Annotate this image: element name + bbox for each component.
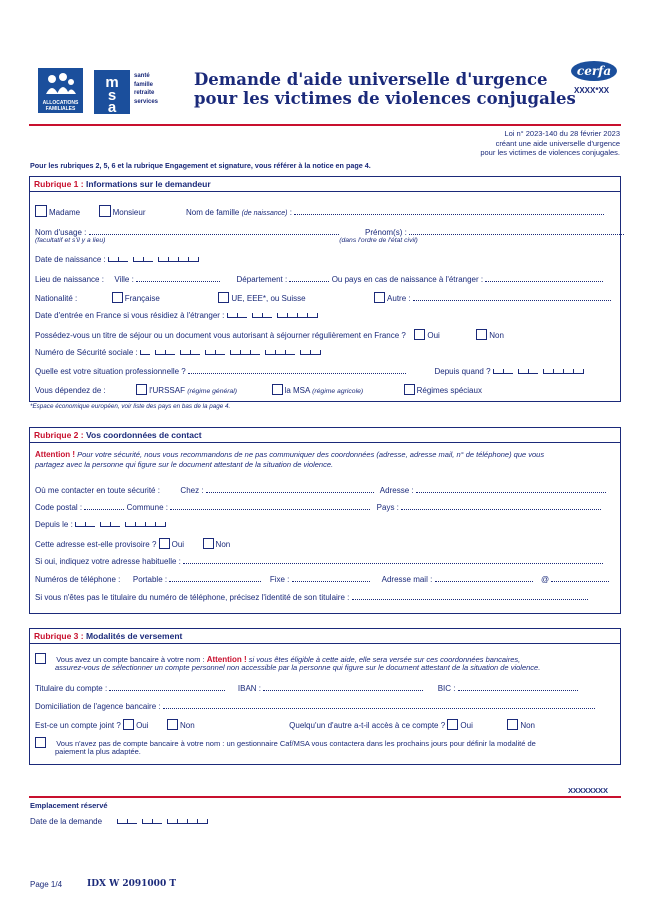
rubrique-2-header	[30, 428, 620, 443]
rubrique-title: Modalités de versement	[85, 631, 183, 641]
telephone-row	[35, 574, 609, 584]
situation-row	[35, 366, 584, 376]
svg-text:s: s	[107, 87, 117, 104]
msa-label: la MSA	[284, 386, 310, 395]
page-number: Page 1/4	[30, 880, 63, 889]
form-title	[194, 70, 576, 108]
titulaire-tel-label: Si vous n'êtes pas le titulaire du numéro de téléphone, précisez l'identité de son titulaire :	[35, 593, 350, 602]
code-postal-field[interactable]	[84, 502, 124, 510]
monsieur-checkbox[interactable]	[99, 205, 111, 217]
bic-label: BIC :	[437, 684, 456, 693]
habituelle-label: Si oui, indiquez votre adresse habituelle :	[35, 557, 181, 566]
joint-label: Est-ce un compte joint ?	[35, 721, 121, 730]
ue-checkbox[interactable]	[218, 292, 229, 303]
mail-field-domain[interactable]	[551, 574, 609, 582]
non-label: Non	[215, 540, 231, 549]
portable-field[interactable]	[169, 574, 261, 582]
msa-note: (régime agricole)	[312, 388, 364, 395]
depuis-quand-field[interactable]	[493, 369, 584, 374]
titulaire-tel-row	[35, 592, 588, 602]
titre-sejour-row	[35, 329, 504, 340]
situation-field[interactable]	[188, 366, 406, 374]
code-postal-row	[35, 502, 601, 512]
dependez-label: Vous dépendez de :	[35, 386, 106, 395]
habituelle-row	[35, 556, 603, 566]
non-label: Non	[520, 721, 536, 730]
bic-field[interactable]	[458, 683, 578, 691]
secu-label: Numéro de Sécurité sociale :	[35, 348, 138, 357]
ville-field[interactable]	[136, 274, 220, 282]
titulaire-tel-field[interactable]	[352, 592, 588, 600]
nom-usage-row	[35, 227, 624, 237]
footer-rule	[29, 796, 621, 798]
iban-label: IBAN :	[237, 684, 262, 693]
provisoire-label: Cette adresse est-elle provisoire ?	[35, 540, 157, 549]
civilite-row: Madame Monsieur Nom de famille (de naissance) :	[35, 205, 604, 217]
joint-non-checkbox[interactable]	[167, 719, 178, 730]
attention-label: Attention !	[35, 450, 75, 459]
code-postal-label: Code postal :	[35, 503, 83, 512]
provisoire-oui-checkbox[interactable]	[159, 538, 170, 549]
non-label: Non	[489, 331, 504, 340]
rubrique-number: Rubrique 2 :	[34, 430, 84, 440]
cerfa-number: XXXX*XX	[574, 86, 610, 95]
iban-field[interactable]	[263, 683, 423, 691]
oui-label: Oui	[460, 721, 473, 730]
svg-text:m: m	[105, 74, 119, 91]
secu-field[interactable]	[140, 350, 321, 355]
law-line: Loi n° 2023-140 du 28 février 2023	[504, 129, 620, 138]
depuis-le-label: Depuis le :	[35, 520, 73, 529]
departement-label: Département :	[236, 275, 288, 284]
form-code: XXXXXXXX	[568, 786, 609, 795]
adresse-field[interactable]	[416, 485, 606, 493]
autre-nationalite-field[interactable]	[413, 293, 611, 301]
footnote: *Espace économique européen, voir liste des pays en bas de la page 4.	[30, 403, 231, 410]
attention-line1	[35, 450, 544, 459]
madame-label: Madame	[49, 208, 81, 217]
non-label: Non	[179, 721, 195, 730]
titre-sejour-non-checkbox[interactable]	[476, 329, 487, 340]
date-demande-field[interactable]	[117, 819, 208, 824]
depuis-quand-label: Depuis quand ?	[434, 367, 491, 376]
prenoms-field[interactable]	[409, 227, 624, 235]
nationalite-row	[35, 292, 611, 303]
rubrique-3-header	[30, 629, 620, 644]
urssaf-note: (régime général)	[187, 388, 238, 395]
telephone-label: Numéros de téléphone :	[35, 575, 121, 584]
acces-oui-checkbox[interactable]	[447, 719, 458, 730]
msa-checkbox[interactable]	[272, 384, 283, 395]
oui-label: Oui	[136, 721, 149, 730]
ou-contacter-label: Où me contacter en toute sécurité :	[35, 486, 160, 495]
lieu-naissance-row	[35, 274, 603, 284]
autre-nationalite-checkbox[interactable]	[374, 292, 385, 303]
msa-word: services	[134, 98, 159, 105]
msa-word: santé	[134, 73, 150, 79]
rubrique-2	[29, 427, 621, 614]
nationalite-label: Nationalité :	[35, 294, 78, 303]
rubrique-3	[29, 628, 621, 765]
regimes-speciaux-checkbox[interactable]	[404, 384, 415, 395]
domiciliation-row	[35, 701, 595, 711]
pays-etranger-label: Ou pays en cas de naissance à l'étranger :	[331, 275, 484, 284]
caf-logo	[38, 68, 83, 113]
nom-famille-field[interactable]	[294, 207, 604, 215]
commune-label: Commune :	[126, 503, 168, 512]
compte-attention-line2: assurez-vous de sélectionner un compte personnel non accessible par la personne qui figure sur le document attestant de la situation de violence.	[55, 663, 541, 672]
pays-etranger-field[interactable]	[485, 274, 603, 282]
mail-label: Adresse mail :	[381, 575, 433, 584]
pas-compte-checkbox[interactable]	[35, 737, 46, 748]
adresse-label: Adresse :	[379, 486, 414, 495]
law-line: pour les victimes de violences conjugales.	[480, 148, 620, 157]
titulaire-label: Titulaire du compte :	[35, 684, 108, 693]
rubrique-number: Rubrique 3 :	[34, 631, 84, 641]
oui-label: Oui	[427, 331, 440, 340]
rubrique-number: Rubrique 1 :	[34, 179, 84, 189]
chez-label: Chez :	[180, 486, 204, 495]
cerfa-logo: cerfa	[571, 61, 617, 81]
msa-word: retraite	[134, 90, 155, 96]
msa-word: famille	[134, 81, 154, 88]
rubrique-title: Vos coordonnées de contact	[85, 430, 202, 440]
nom-usage-field[interactable]	[89, 227, 339, 235]
departement-field[interactable]	[289, 274, 329, 282]
urssaf-checkbox[interactable]	[136, 384, 147, 395]
mail-field-user[interactable]	[435, 574, 533, 582]
pays-label: Pays :	[376, 503, 399, 512]
oui-label: Oui	[171, 540, 185, 549]
date-demande-row	[30, 817, 208, 826]
titulaire-row	[35, 683, 578, 693]
speciaux-label: Régimes spéciaux	[416, 386, 482, 395]
naissance-note: (de naissance)	[241, 210, 288, 217]
provisoire-non-checkbox[interactable]	[203, 538, 214, 549]
provisoire-row	[35, 538, 230, 549]
caf-emblem-icon	[38, 68, 83, 98]
dependez-row	[35, 384, 482, 395]
svg-text:a: a	[107, 99, 117, 114]
attention-line2: partagez avec la personne qui figure sur le document attestant de la situation de violence.	[35, 460, 334, 469]
form-title-line1: Demande d'aide universelle d'urgence	[194, 70, 548, 89]
form-title-line2: pour les victimes de violences conjugales	[194, 89, 576, 108]
contact-row	[35, 485, 606, 495]
header-rule	[29, 124, 621, 126]
date-naissance-field[interactable]	[108, 257, 199, 262]
law-line: créant une aide universelle d'urgence	[495, 138, 620, 148]
domiciliation-field[interactable]	[163, 701, 595, 709]
date-demande-label: Date de la demande	[30, 817, 103, 826]
prenoms-note: (dans l'ordre de l'état civil)	[339, 237, 418, 244]
nom-famille-label: Nom de famille	[185, 208, 240, 217]
nom-usage-note: (facultatif et s'il y a lieu)	[35, 237, 106, 244]
rubrique-title: Informations sur le demandeur	[85, 179, 211, 189]
attention-text: Pour votre sécurité, nous vous recommandons de ne pas communiquer des coordonnées (adresse, adresse mail, n° de téléphone) que vous	[77, 450, 545, 459]
pas-compte-line2: paiement la plus adaptée.	[55, 747, 141, 756]
emplacement-label: Emplacement réservé	[30, 801, 108, 810]
commune-field[interactable]	[170, 502, 370, 510]
depuis-le-row	[35, 520, 166, 529]
rubrique-1	[29, 176, 621, 402]
date-entree-label: Date d'entrée en France si vous résidiez à l'étranger :	[35, 311, 225, 320]
nom-usage-notes	[35, 237, 418, 244]
francaise-checkbox[interactable]	[112, 292, 123, 303]
secu-row	[35, 348, 321, 357]
date-entree-row	[35, 311, 318, 320]
msa-words	[134, 72, 158, 106]
autre-label: Autre :	[387, 294, 411, 303]
rubrique-1-header	[30, 177, 620, 192]
attention-label: Attention !	[206, 655, 247, 664]
joint-row	[35, 719, 535, 730]
nom-usage-label: Nom d'usage :	[35, 228, 87, 237]
idx-code: IDX W 2091000 T	[87, 879, 177, 889]
monsieur-label: Monsieur	[112, 208, 146, 217]
law-reference	[480, 129, 620, 158]
compte-bancaire-checkbox[interactable]	[35, 653, 46, 664]
ue-label: UE, EEE*, ou Suisse	[231, 294, 306, 303]
titulaire-field[interactable]	[109, 683, 225, 691]
madame-checkbox[interactable]	[35, 205, 47, 217]
msa-logo	[94, 70, 130, 114]
at-sign: @	[541, 575, 550, 584]
acces-non-checkbox[interactable]	[507, 719, 518, 730]
pas-compte-text: Vous n'avez pas de compte bancaire à votre nom : un gestionnaire Caf/MSA vous contactera dans les prochains jours pour définir la modalité de	[56, 739, 536, 748]
situation-label: Quelle est votre situation professionnelle ?	[35, 367, 186, 376]
urssaf-label: l'URSSAF	[149, 386, 185, 395]
pays-field[interactable]	[401, 502, 601, 510]
compte-label: Vous avez un compte bancaire à votre nom :	[56, 655, 205, 664]
ville-label: Ville :	[114, 275, 134, 284]
chez-field[interactable]	[206, 485, 374, 493]
instruction-text: Pour les rubriques 2, 5, 6 et la rubrique Engagement et signature, vous référer à la notice en page 4.	[30, 161, 371, 170]
francaise-label: Française	[124, 294, 160, 303]
titre-sejour-oui-checkbox[interactable]	[414, 329, 425, 340]
fixe-field[interactable]	[292, 574, 370, 582]
caf-logo-text: ALLOCATIONS FAMILIALES	[42, 100, 79, 112]
autre-acces-label: Quelqu'un d'autre a-t-il accès à ce compte ?	[289, 721, 446, 730]
depuis-le-field[interactable]	[75, 522, 166, 527]
date-entree-field[interactable]	[227, 313, 318, 318]
prenoms-label: Prénom(s) :	[365, 228, 407, 237]
lieu-naissance-label: Lieu de naissance :	[35, 275, 104, 284]
habituelle-field[interactable]	[183, 556, 603, 564]
fixe-label: Fixe :	[269, 575, 290, 584]
titre-sejour-label: Possédez-vous un titre de séjour ou un document vous autorisant à séjourner régulièrement en France ?	[35, 331, 406, 340]
date-naissance-row	[35, 255, 199, 264]
portable-label: Portable :	[132, 575, 168, 584]
attention-text: si vous êtes éligible à cette aide, elle sera versée sur ces coordonnées bancaires,	[248, 655, 521, 664]
msa-letters-icon	[94, 70, 130, 114]
domiciliation-label: Domiciliation de l'agence bancaire :	[35, 702, 161, 711]
date-naissance-label: Date de naissance :	[35, 255, 106, 264]
joint-oui-checkbox[interactable]	[123, 719, 134, 730]
